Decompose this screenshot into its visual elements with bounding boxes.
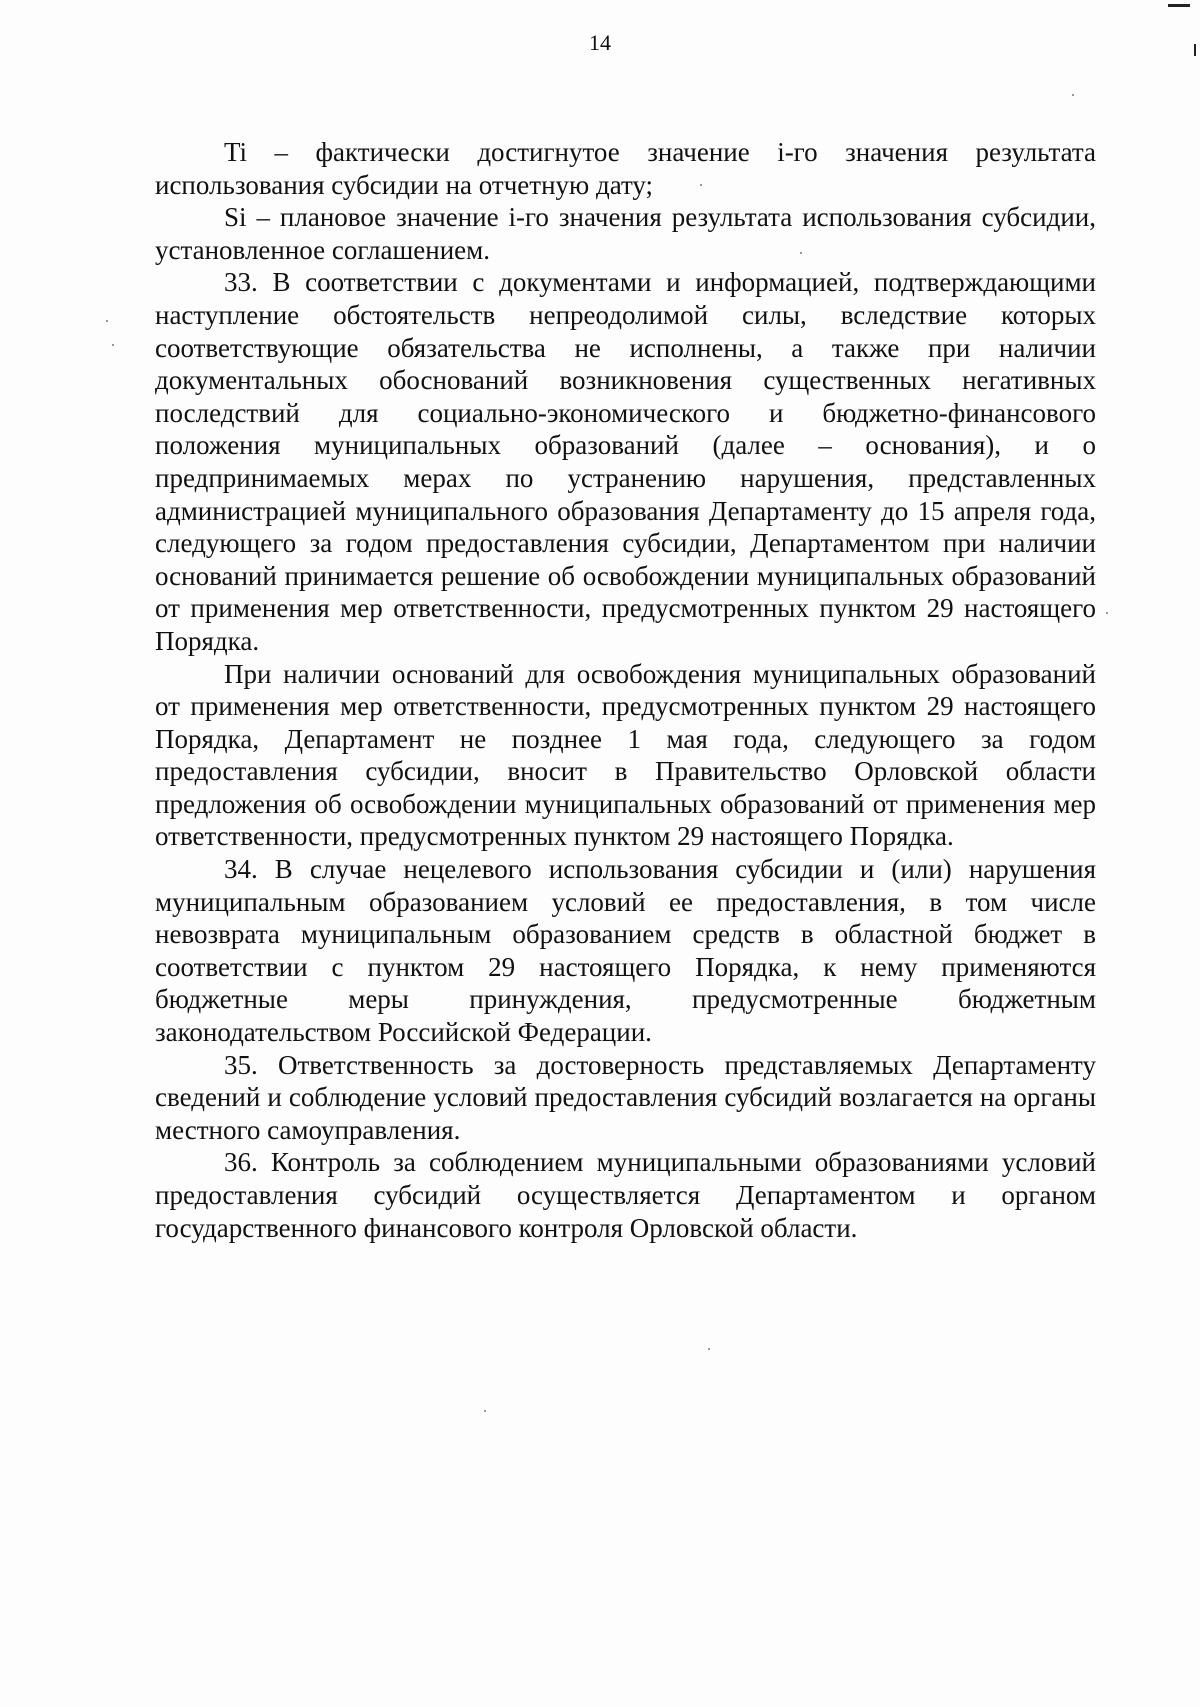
scan-edge-mark bbox=[1168, 4, 1190, 7]
paragraph-si-definition: Si – плановое значение i-го значения результата использования субсидии, установленное соглашением. bbox=[155, 202, 1096, 265]
paragraph-34: 34. В случае нецелевого использования субсидии и (или) нарушения муниципальным образованием условий ее предоставления, в том числе невозврата муниципальным образованием средств в областной бюджет в соответствии с пунктом 29 настоящего Порядка, к нему применяются бюджетные меры принуждения, предусмотренные бюджетным законодательством Российской Федерации. bbox=[155, 854, 1096, 1048]
scan-speck bbox=[1072, 94, 1074, 96]
scan-speck bbox=[106, 320, 108, 322]
scan-speck bbox=[1106, 612, 1108, 614]
scan-speck bbox=[708, 1348, 710, 1350]
paragraph-ti-definition: Ti – фактически достигнутое значение i-го значения результата использования субсидии на отчетную дату; bbox=[155, 137, 1096, 200]
paragraph-35: 35. Ответственность за достоверность представляемых Департаменту сведений и соблюдение условий предоставления субсидий возлагается на органы местного самоуправления. bbox=[155, 1049, 1096, 1145]
scan-speck bbox=[484, 1410, 486, 1412]
page-number: 14 bbox=[589, 30, 611, 55]
paragraph-36: 36. Контроль за соблюдением муниципальными образованиями условий предоставления субсидий осуществляется Департаментом и органом государственного финансового контроля Орловской области. bbox=[155, 1147, 1096, 1243]
paragraph-33: 33. В соответствии с документами и информацией, подтверждающими наступление обстоятельств непреодолимой силы, вследствие которых соответствующие обязательства не исполнены, а также при наличии документальных обоснований возникновения существенных негативных последствий для социально-экономического и бюджетно-финансового положения муниципальных образований (далее – основания), и о предпринимаемых мерах по устранению нарушения, представленных администрацией муниципального образования Департаменту до 15 апреля года, следующего за годом предоставления субсидии, Департаментом при наличии оснований принимается решение об освобождении муниципальных образований от применения мер ответственности, предусмотренных пунктом 29 настоящего Порядка. bbox=[155, 267, 1096, 656]
document-body bbox=[155, 136, 1096, 1244]
scan-speck bbox=[112, 344, 114, 346]
paragraph-33-continuation: При наличии оснований для освобождения муниципальных образований от применения мер ответственности, предусмотренных пунктом 29 настоящего Порядка, Департамент не позднее 1 мая года, следующего за годом предоставления субсидии, вносит в Правительство Орловской области предложения об освобождении муниципальных образований от применения мер ответственности, предусмотренных пунктом 29 настоящего Порядка. bbox=[155, 658, 1096, 852]
